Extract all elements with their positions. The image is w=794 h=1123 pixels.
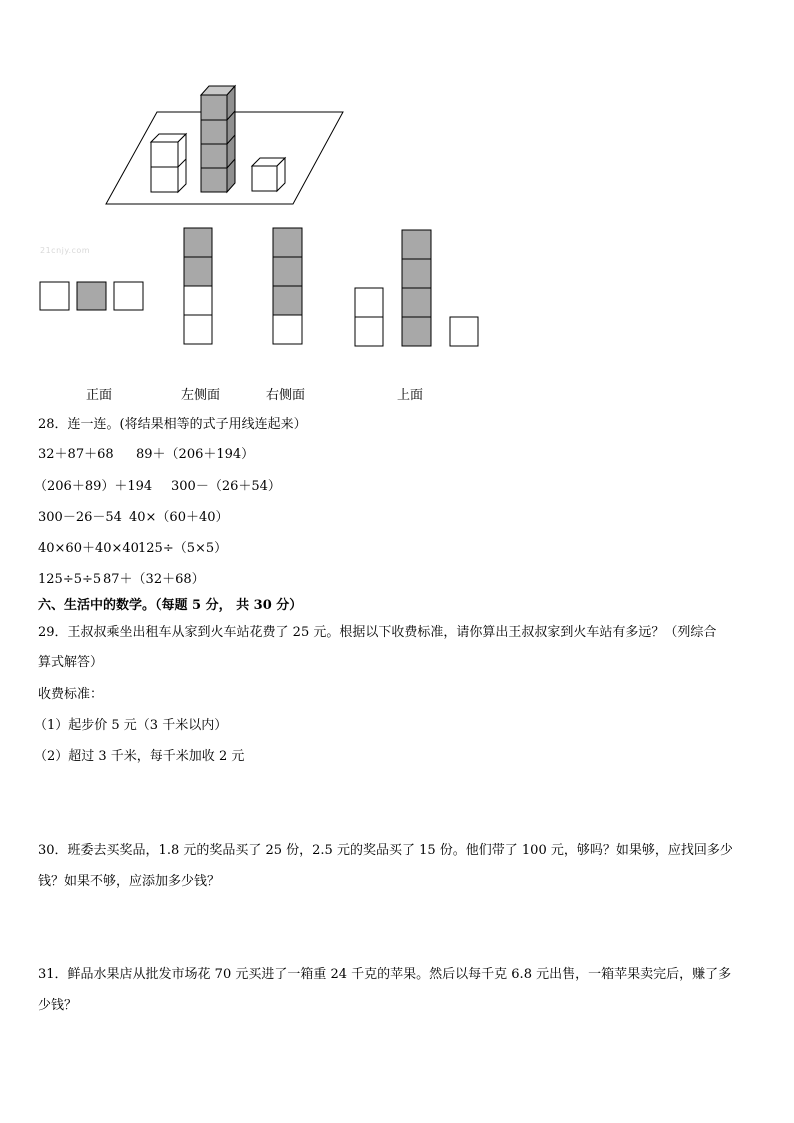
q28-left-2: （206＋89）＋194 [34,479,153,494]
q28-left-4: 40×60＋40×40 [38,541,139,556]
section-six-heading: 六、生活中的数学。（每题 5 分， 共 30 分） [38,598,303,613]
q30-text-line2: 钱？如果不够，应添加多少钱？ [38,874,221,889]
q28-title: 28．连一连。(将结果相等的式子用线连起来） [38,417,307,432]
q28-left-5: 125÷5÷5 [38,572,102,587]
cube-stack-left [151,134,186,192]
q29-rule-2: （2）超过 3 千米，每千米加收 2 元 [34,749,245,764]
q28-right-5: 87＋（32＋68） [103,572,205,587]
top-view-grid [355,230,478,346]
q29-standard-label: 收费标准： [38,687,104,702]
right-view-label: 右侧面 [266,388,306,403]
q28-left-3: 300－26－54 [38,510,122,525]
q29-text-line2: 算式解答） [38,655,104,670]
q29-rule-1: （1）起步价 5 元（3 千米以内） [34,718,228,733]
front-view-grid [40,282,143,310]
q29-text-line1: 29．王叔叔乘坐出租车从家到火车站花费了 25 元。根据以下收费标准，请你算出王叔叔家到火车站有多远？（列综合 [38,625,717,640]
q28-right-2: 300－（26＋54） [171,479,281,494]
left-side-view-grid [184,228,212,344]
right-side-view-grid [273,228,302,344]
front-view-label: 正面 [86,388,113,403]
q28-left-1: 32＋87＋68 [38,447,114,462]
q28-right-3: 40×（60＋40） [129,510,229,525]
watermark: 21cnjy.com [40,246,91,255]
q31-text-line2: 少钱？ [38,998,78,1013]
q28-right-1: 89＋（206＋194） [136,447,255,462]
cube-stack-right [252,158,285,191]
left-view-label: 左侧面 [181,388,221,403]
cube-figure [0,0,794,360]
q31-text-line1: 31．鲜品水果店从批发市场花 70 元买进了一箱重 24 千克的苹果。然后以每千克 6.8 元出售，一箱苹果卖完后，赚了多 [38,967,732,982]
top-view-label: 上面 [397,388,424,403]
cube-stack-middle [201,86,235,192]
q28-right-4: 125÷（5×5） [138,541,228,556]
q30-text-line1: 30．班委去买奖品，1.8 元的奖品买了 25 份，2.5 元的奖品买了 15 份。他们带了 100 元，够吗？如果够，应找回多少 [38,843,733,858]
